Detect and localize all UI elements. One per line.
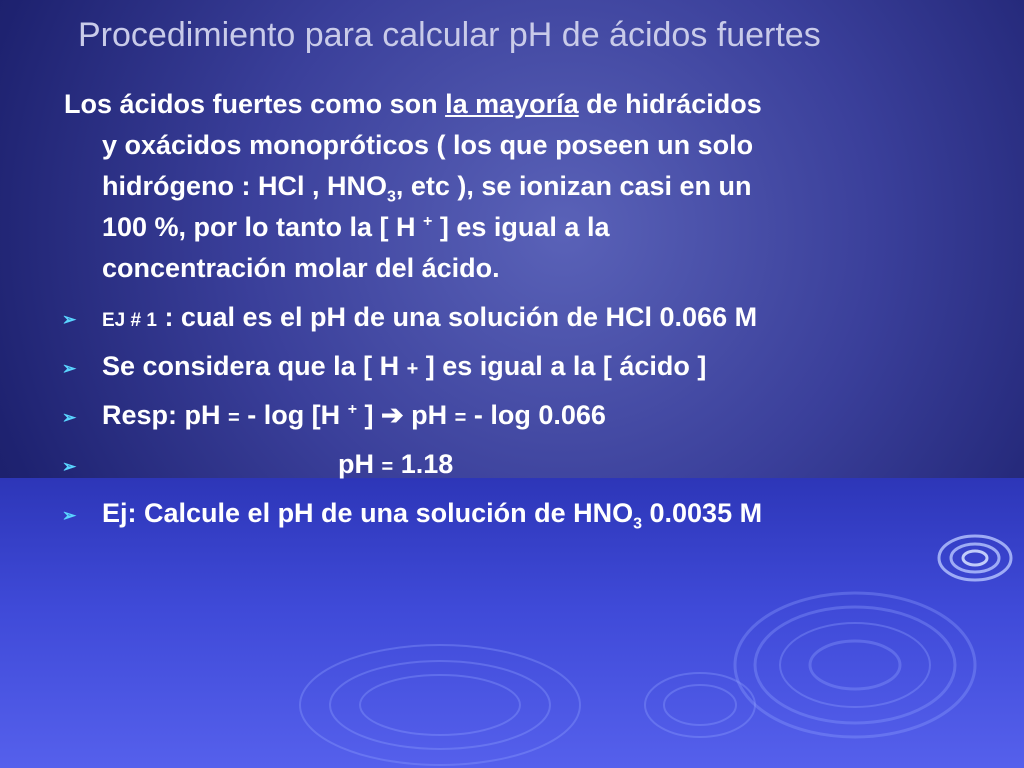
slide-title: Procedimiento para calcular pH de ácidos fuertes	[78, 16, 821, 54]
text-run: Ej: Calcule el pH de una solución de HNO	[102, 498, 634, 528]
equals-sign: =	[381, 456, 394, 478]
superscript: +	[423, 213, 433, 230]
bullet-item-example-1	[62, 296, 982, 345]
bullet-item-exercise	[62, 492, 982, 541]
plus-sign: +	[406, 358, 419, 380]
bullet-text	[102, 400, 606, 431]
paragraph-line-1	[64, 84, 964, 125]
arrow-bullet-icon: ➢	[62, 359, 77, 378]
text-run: Los ácidos fuertes como son	[64, 89, 446, 119]
text-run: pH	[338, 449, 382, 479]
subscript: 3	[386, 188, 396, 206]
bullet-text	[102, 498, 763, 533]
superscript: +	[347, 401, 358, 418]
text-run: 1.18	[393, 449, 454, 479]
arrow-bullet-icon: ➢	[62, 457, 77, 476]
text-run: ] es igual a la [ ácido ]	[418, 351, 707, 381]
bullet-text	[102, 302, 757, 333]
paragraph-line-3	[64, 166, 964, 207]
bullet-item-consider	[62, 345, 982, 394]
intro-paragraph	[64, 84, 964, 289]
equals-sign: =	[454, 407, 467, 429]
arrow-bullet-icon: ➢	[62, 408, 77, 427]
right-arrow-icon: ➔	[381, 400, 404, 430]
bullet-list	[62, 296, 982, 541]
bullet-text	[102, 351, 706, 382]
equals-sign: =	[228, 407, 240, 429]
text-run: - log 0.066	[466, 400, 606, 430]
text-run: - log [H	[239, 400, 348, 430]
bullet-text	[102, 449, 453, 480]
text-run: 100 %, por lo tanto la [ H	[102, 212, 424, 242]
arrow-bullet-icon: ➢	[62, 506, 77, 525]
text-run: Resp: pH	[102, 400, 229, 430]
text-run: hidrógeno : HCl , HNO	[102, 171, 387, 201]
text-run: 0.0035 M	[642, 498, 763, 528]
text-run: ] es igual a la	[432, 212, 610, 242]
bullet-item-response	[62, 394, 982, 443]
text-run: ]	[357, 400, 382, 430]
text-run: pH	[403, 400, 455, 430]
arrow-bullet-icon: ➢	[62, 310, 77, 329]
text-run: de hidrácidos	[578, 89, 762, 119]
paragraph-line-2: y oxácidos monopróticos ( los que poseen un solo	[102, 130, 754, 160]
paragraph-line-4	[64, 207, 964, 248]
paragraph-line-5: concentración molar del ácido.	[102, 253, 500, 283]
subscript: 3	[633, 515, 642, 533]
text-run: , etc ), se ionizan casi en un	[395, 171, 752, 201]
underlined-text: la mayoría	[445, 89, 579, 119]
text-run: Se considera que la [ H	[102, 351, 407, 381]
example-label: EJ # 1	[102, 310, 157, 331]
text-run: : cual es el pH de una solución de HCl 0.066 M	[156, 302, 758, 332]
bullet-item-result	[62, 443, 982, 492]
